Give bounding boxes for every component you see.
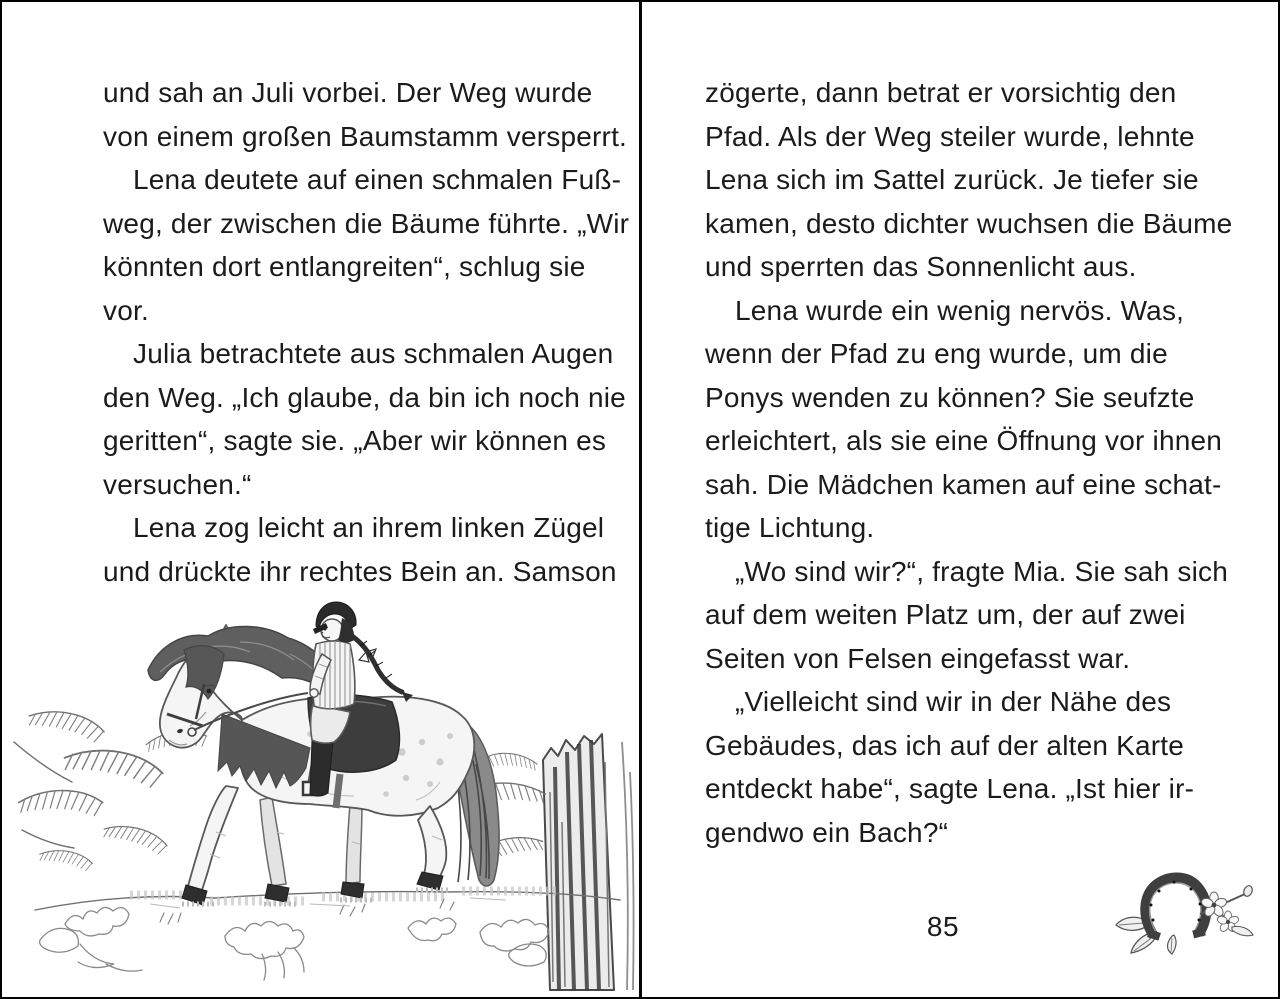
rider-braid bbox=[352, 636, 402, 692]
leaf bbox=[1232, 926, 1253, 935]
text-line: wenn der Pfad zu eng wurde, um die bbox=[705, 338, 1168, 369]
text-line: zögerte, dann betrat er vorsichtig den bbox=[705, 77, 1177, 108]
blossom-bud bbox=[1242, 884, 1254, 897]
horseshoe-heel bbox=[1192, 928, 1206, 939]
text-line: geritten“, sagte sie. „Aber wir können es bbox=[103, 425, 607, 456]
text-line: Pfad. Als der Weg steiler wurde, lehnte bbox=[705, 120, 1195, 152]
text-line: tige Lichtung. bbox=[705, 512, 875, 543]
left-page-text bbox=[103, 71, 630, 593]
text-line: und drückte ihr rechtes Bein an. Samson bbox=[103, 555, 617, 587]
text-line: gendwo ein Bach?“ bbox=[705, 816, 949, 848]
pony-rider-illustration bbox=[10, 592, 642, 997]
text-line: Lena wurde ein wenig nervös. Was, bbox=[735, 294, 1185, 326]
text-line: Lena zog leicht an ihrem linken Zügel bbox=[133, 512, 605, 543]
text-line: von einem großen Baumstamm versperrt. bbox=[103, 120, 628, 152]
pony-near-foreleg bbox=[188, 786, 238, 890]
text-line: vor. bbox=[103, 294, 149, 326]
text-line: Gebäudes, das ich auf der alten Karte bbox=[705, 729, 1185, 761]
text-line: den Weg. „Ich glaube, da bin ich noch nie bbox=[103, 381, 626, 413]
pony-near-hindleg bbox=[418, 806, 446, 880]
text-line: Lena deutete auf einen schmalen Fuß- bbox=[133, 164, 622, 195]
text-line: „Wo sind wir?“, fragte Mia. Sie sah sich bbox=[735, 555, 1228, 587]
text-line: erleichtert, als sie eine Öffnung vor ihnen bbox=[705, 425, 1223, 456]
text-line: könnten dort entlangreiten“, schlug sie bbox=[103, 251, 586, 282]
tree-trunk bbox=[543, 734, 634, 990]
girth-strap bbox=[336, 774, 340, 808]
text-line: Lena sich im Sattel zurück. Je tiefer sie bbox=[705, 164, 1199, 195]
text-line: sah. Die Mädchen kamen auf eine schat- bbox=[705, 468, 1222, 500]
text-line: auf dem weiten Platz um, der auf zwei bbox=[705, 599, 1186, 630]
text-line: und sperrten das Sonnenlicht aus. bbox=[705, 251, 1137, 282]
pony-far-foreleg bbox=[260, 797, 286, 886]
horseshoe-ornament-svg bbox=[1110, 872, 1260, 956]
text-line: versuchen.“ bbox=[103, 468, 252, 500]
page-number: 85 bbox=[926, 911, 960, 942]
text-line: und sah an Juli vorbei. Der Weg wurde bbox=[103, 77, 593, 108]
text-line: kamen, desto dichter wuchsen die Bäume bbox=[705, 207, 1233, 239]
text-line: Seiten von Felsen eingefasst war. bbox=[705, 642, 1131, 674]
text-line: Ponys wenden zu können? Sie seufzte bbox=[705, 381, 1195, 413]
pony-eye bbox=[207, 689, 212, 694]
text-line: entdeckt habe“, sagte Lena. „Ist hier ir- bbox=[705, 773, 1195, 804]
pony-rider-illustration-svg bbox=[10, 592, 642, 997]
rider-hand bbox=[310, 689, 318, 697]
text-line: Julia betrachtete aus schmalen Augen bbox=[133, 338, 614, 369]
ground-path bbox=[35, 891, 620, 980]
right-page-text bbox=[705, 71, 1233, 854]
text-line: „Vielleicht sind wir in der Nähe des bbox=[735, 686, 1172, 717]
text-line: weg, der zwischen die Bäume führte. „Wir bbox=[103, 207, 630, 239]
horseshoe-ornament-icon bbox=[1110, 872, 1260, 956]
